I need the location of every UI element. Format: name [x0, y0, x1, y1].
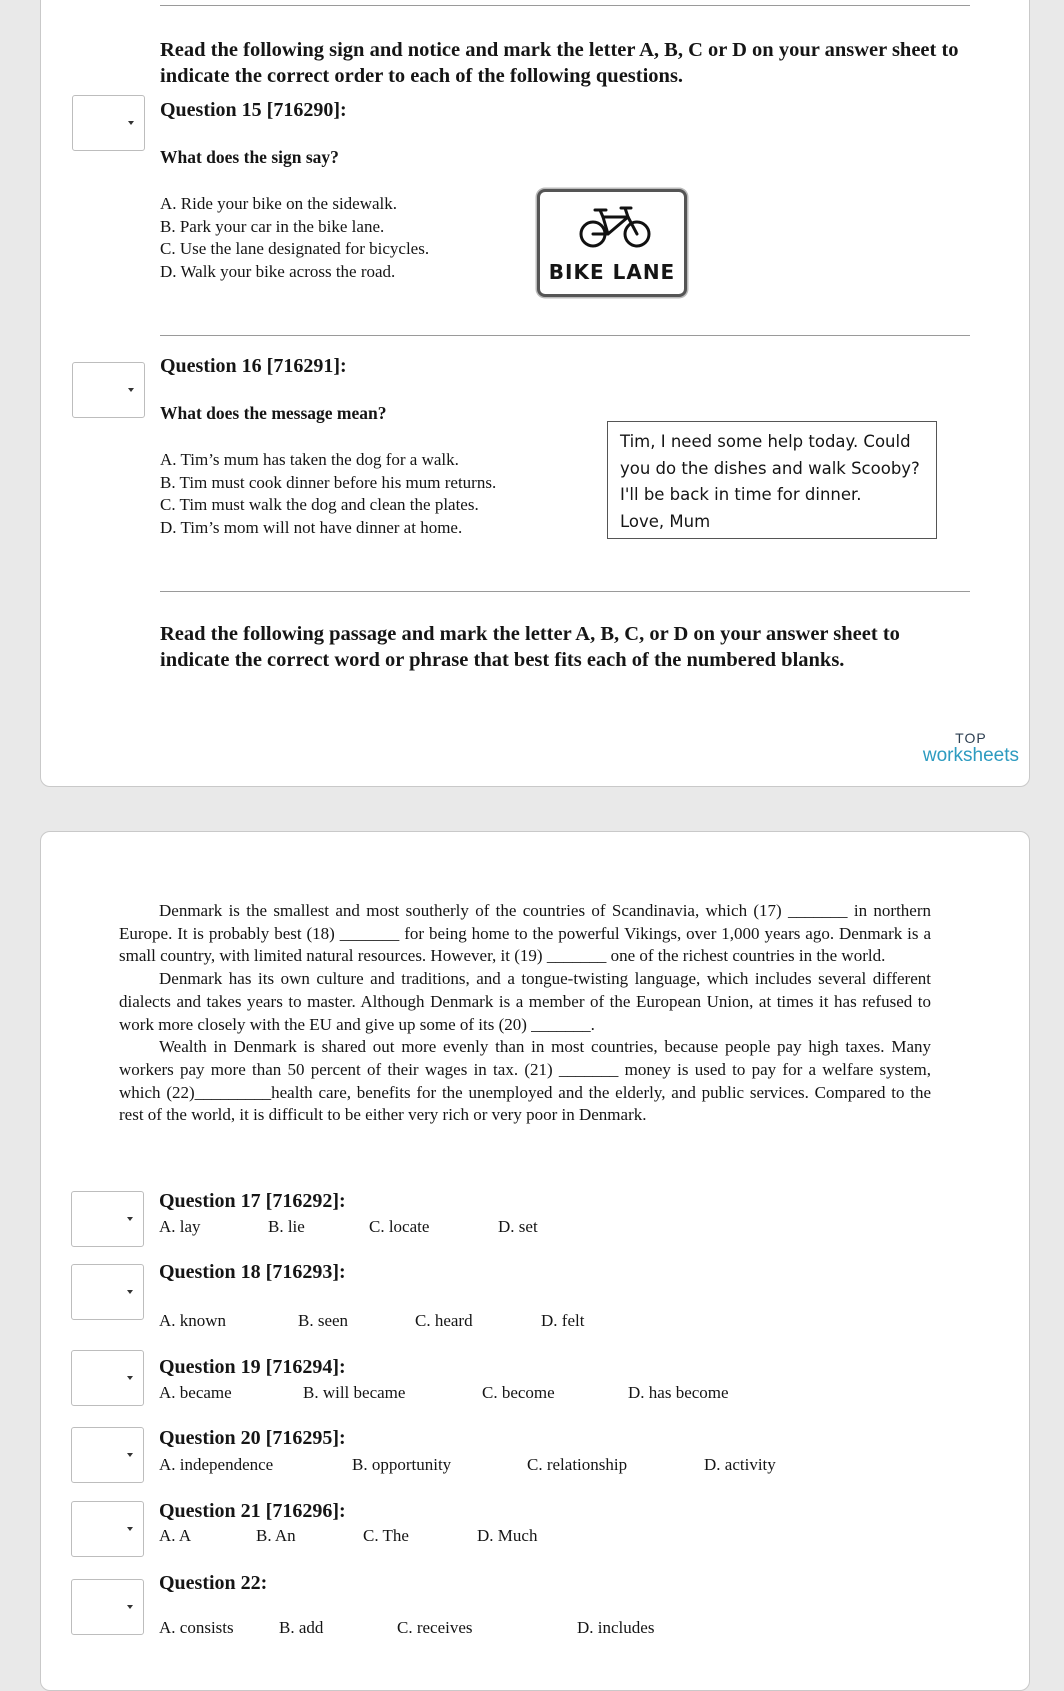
- question-22-title: Question 22:: [159, 1572, 268, 1594]
- note-line: you do the dishes and walk Scooby?: [620, 458, 920, 478]
- option-b: B. lie: [268, 1217, 305, 1236]
- option-d: D. Walk your bike across the road.: [160, 261, 396, 281]
- option-b: B. Park your car in the bike lane.: [160, 216, 385, 236]
- option-a: A. known: [159, 1311, 227, 1330]
- option-d: D. has become: [628, 1383, 729, 1402]
- chevron-down-icon: [127, 1217, 133, 1221]
- option-c: C. Tim must walk the dog and clean the plates.: [160, 495, 479, 514]
- answer-select-q18[interactable]: [71, 1264, 144, 1320]
- sign-text: BIKE LANE: [548, 260, 676, 284]
- handwritten-note: [607, 421, 937, 539]
- question-15-title: Question 15 [716290]:: [160, 99, 347, 121]
- chevron-down-icon: [127, 1453, 133, 1457]
- option-b: B. opportunity: [352, 1455, 452, 1474]
- answer-select-q20[interactable]: [71, 1427, 144, 1483]
- answer-select-q16[interactable]: [72, 362, 145, 418]
- logo-top: TOP: [955, 730, 987, 746]
- option-a: A. Tim’s mum has taken the dog for a walk.: [160, 450, 459, 469]
- option-c: C. become: [482, 1383, 555, 1402]
- option-b: B. will became: [303, 1383, 406, 1402]
- option-d: D. includes: [577, 1618, 655, 1637]
- logo-bottom: worksheets: [922, 745, 1019, 766]
- chevron-down-icon: [127, 1290, 133, 1294]
- option-a: A. consists: [159, 1618, 234, 1637]
- question-21-title: Question 21 [716296]:: [159, 1500, 346, 1522]
- top-worksheets-logo: [923, 731, 1019, 766]
- question-16-options: [160, 449, 496, 539]
- option-a: A. Ride your bike on the sidewalk.: [160, 194, 398, 213]
- question-20-title: Question 20 [716295]:: [159, 1427, 346, 1449]
- bike-lane-sign: [537, 189, 687, 297]
- option-a: A. lay: [159, 1217, 201, 1236]
- answer-select-q17[interactable]: [71, 1191, 144, 1247]
- option-c: C. heard: [415, 1311, 473, 1330]
- chevron-down-icon: [127, 1605, 133, 1609]
- question-16-prompt: What does the message mean?: [160, 403, 387, 423]
- option-b: B. add: [279, 1618, 324, 1637]
- bicycle-icon: [578, 202, 652, 250]
- instructions-passage: Read the following passage and mark the letter A, B, C, or D on your answer sheet to indicate the correct word or phrase that best fits each of the numbered blanks.: [160, 623, 900, 671]
- option-b: B. Tim must cook dinner before his mum returns.: [160, 472, 497, 492]
- divider: [160, 591, 970, 592]
- option-a: A. became: [159, 1383, 232, 1402]
- question-15-options: [160, 193, 429, 283]
- reading-passage: [119, 900, 931, 1127]
- note-line: Tim, I need some help today. Could: [620, 432, 911, 451]
- note-line: Love, Mum: [620, 511, 711, 531]
- option-a: A. independence: [159, 1455, 274, 1474]
- option-b: B. An: [256, 1526, 296, 1545]
- question-17-title: Question 17 [716292]:: [159, 1190, 346, 1212]
- chevron-down-icon: [128, 121, 134, 125]
- option-c: C. relationship: [527, 1455, 628, 1474]
- option-c: C. locate: [369, 1217, 430, 1236]
- question-16-title: Question 16 [716291]:: [160, 355, 347, 377]
- note-line: I'll be back in time for dinner.: [620, 485, 862, 504]
- option-d: D. felt: [541, 1311, 585, 1330]
- question-19-title: Question 19 [716294]:: [159, 1356, 346, 1378]
- chevron-down-icon: [128, 388, 134, 392]
- answer-select-q19[interactable]: [71, 1350, 144, 1406]
- option-d: D. Much: [477, 1526, 538, 1545]
- option-c: C. Use the lane designated for bicycles.: [160, 239, 430, 258]
- answer-select-q21[interactable]: [71, 1501, 144, 1557]
- option-d: D. Tim’s mom will not have dinner at home.: [160, 517, 463, 537]
- option-b: B. seen: [298, 1311, 349, 1330]
- passage-paragraph: Denmark has its own culture and traditions, and a tongue-twisting language, which includes several different dialects and takes years to master. Although Denmark is a member of the European Union, at times it has refused to work more closely with the EU and give up some of its (20) _______.: [119, 969, 931, 1034]
- worksheet-card-1: [40, 0, 1030, 787]
- option-c: C. receives: [397, 1618, 473, 1637]
- divider: [160, 5, 970, 6]
- passage-paragraph: Denmark is the smallest and most southerly of the countries of Scandinavia, which (17) _______ in northern Europe. It is probably best (18) _______ for being home to the powerful Vikings, over 1,000 years ago. Denmark is a small country, with limited natural resources. However, it (19) _______ one of the richest countries in the world.: [119, 901, 931, 966]
- option-d: D. activity: [704, 1455, 776, 1474]
- instructions-sign-notice: Read the following sign and notice and mark the letter A, B, C or D on your answer sheet to indicate the correct order to each of the following questions.: [160, 39, 959, 87]
- answer-select-q22[interactable]: [71, 1579, 144, 1635]
- option-a: A. A: [159, 1526, 192, 1545]
- chevron-down-icon: [127, 1376, 133, 1380]
- option-d: D. set: [498, 1217, 538, 1236]
- question-15-prompt: What does the sign say?: [160, 147, 339, 167]
- option-c: C. The: [363, 1526, 409, 1545]
- passage-paragraph: Wealth in Denmark is shared out more evenly than in most countries, because people pay high taxes. Many workers pay more than 50 percent of their wages in tax. (21) _______ money is used to pay for a welfare system, which (22)_________health care, benefits for the unemployed and the elderly, and public services. Compared to the rest of the world, it is difficult to be either very rich or very poor in Denmark.: [119, 1037, 931, 1125]
- answer-select-q15[interactable]: [72, 95, 145, 151]
- question-18-title: Question 18 [716293]:: [159, 1261, 346, 1283]
- chevron-down-icon: [127, 1527, 133, 1531]
- divider: [160, 335, 970, 336]
